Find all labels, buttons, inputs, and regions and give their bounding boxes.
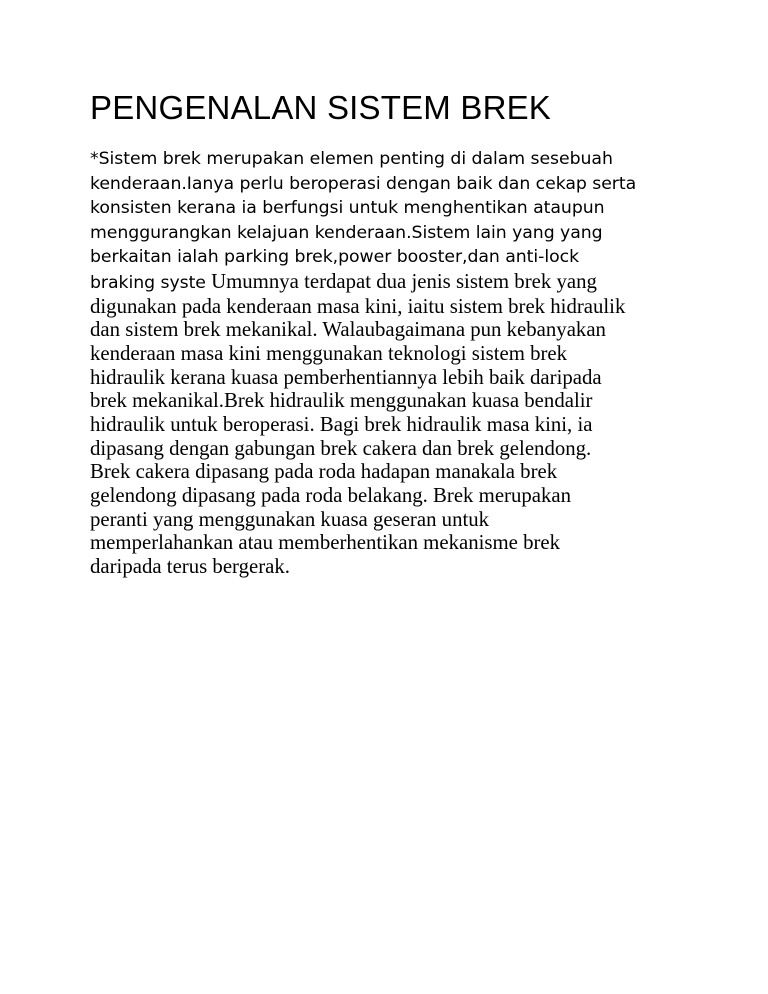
paragraph-segment-sans: braking syste xyxy=(90,272,206,293)
paragraph-line: dan sistem brek mekanikal. Walaubagaimana pun kebanyakan xyxy=(90,318,606,342)
paragraph-line: kenderaan masa kini menggunakan teknologi sistem brek xyxy=(90,341,568,365)
paragraph-line: peranti yang menggunakan kuasa geseran untuk xyxy=(90,507,490,531)
paragraph-line: hidraulik untuk beroperasi. Bagi brek hidraulik masa kini, ia xyxy=(90,413,593,436)
serif-text-block xyxy=(90,295,710,579)
paragraph-line: gelendong dipasang pada roda belakang. Brek merupakan xyxy=(90,484,572,508)
paragraph-line: dipasang dengan gabungan brek cakera dan brek gelendong. xyxy=(90,436,592,460)
paragraph-line: menggurangkan kelajuan kenderaan.Sistem lain yang yang xyxy=(90,222,603,243)
paragraph-line: Brek cakera dipasang pada roda hadapan manakala brek xyxy=(90,460,558,484)
paragraph-line: daripada terus bergerak. xyxy=(90,555,290,579)
paragraph-line: brek mekanikal.Brek hidraulik menggunakan kuasa bendalir xyxy=(90,389,593,413)
paragraph-line-mixed xyxy=(90,270,710,295)
paragraph-line: hidraulik kerana kuasa pemberhentiannya lebih baik daripada xyxy=(90,365,602,389)
paragraph-line: berkaitan ialah parking brek,power booster,dan anti-lock xyxy=(90,247,580,268)
paragraph-segment-serif: Umumnya terdapat dua jenis sistem brek yang xyxy=(205,269,597,293)
paragraph-line: konsisten kerana ia berfungsi untuk menghentikan ataupun xyxy=(90,198,605,219)
paragraph-line: kenderaan.Ianya perlu beroperasi dengan baik dan cekap serta xyxy=(90,173,637,194)
page-title: PENGENALAN SISTEM BREK xyxy=(90,89,552,126)
paragraph-line: digunakan pada kenderaan masa kini, iaitu sistem brek hidraulik xyxy=(90,294,626,318)
paragraph-line: memperlahankan atau memberhentikan mekanisme brek xyxy=(90,531,561,555)
paragraph-line: *Sistem brek merupakan elemen penting di dalam sesebuah xyxy=(90,149,613,169)
body-paragraph xyxy=(90,147,710,579)
